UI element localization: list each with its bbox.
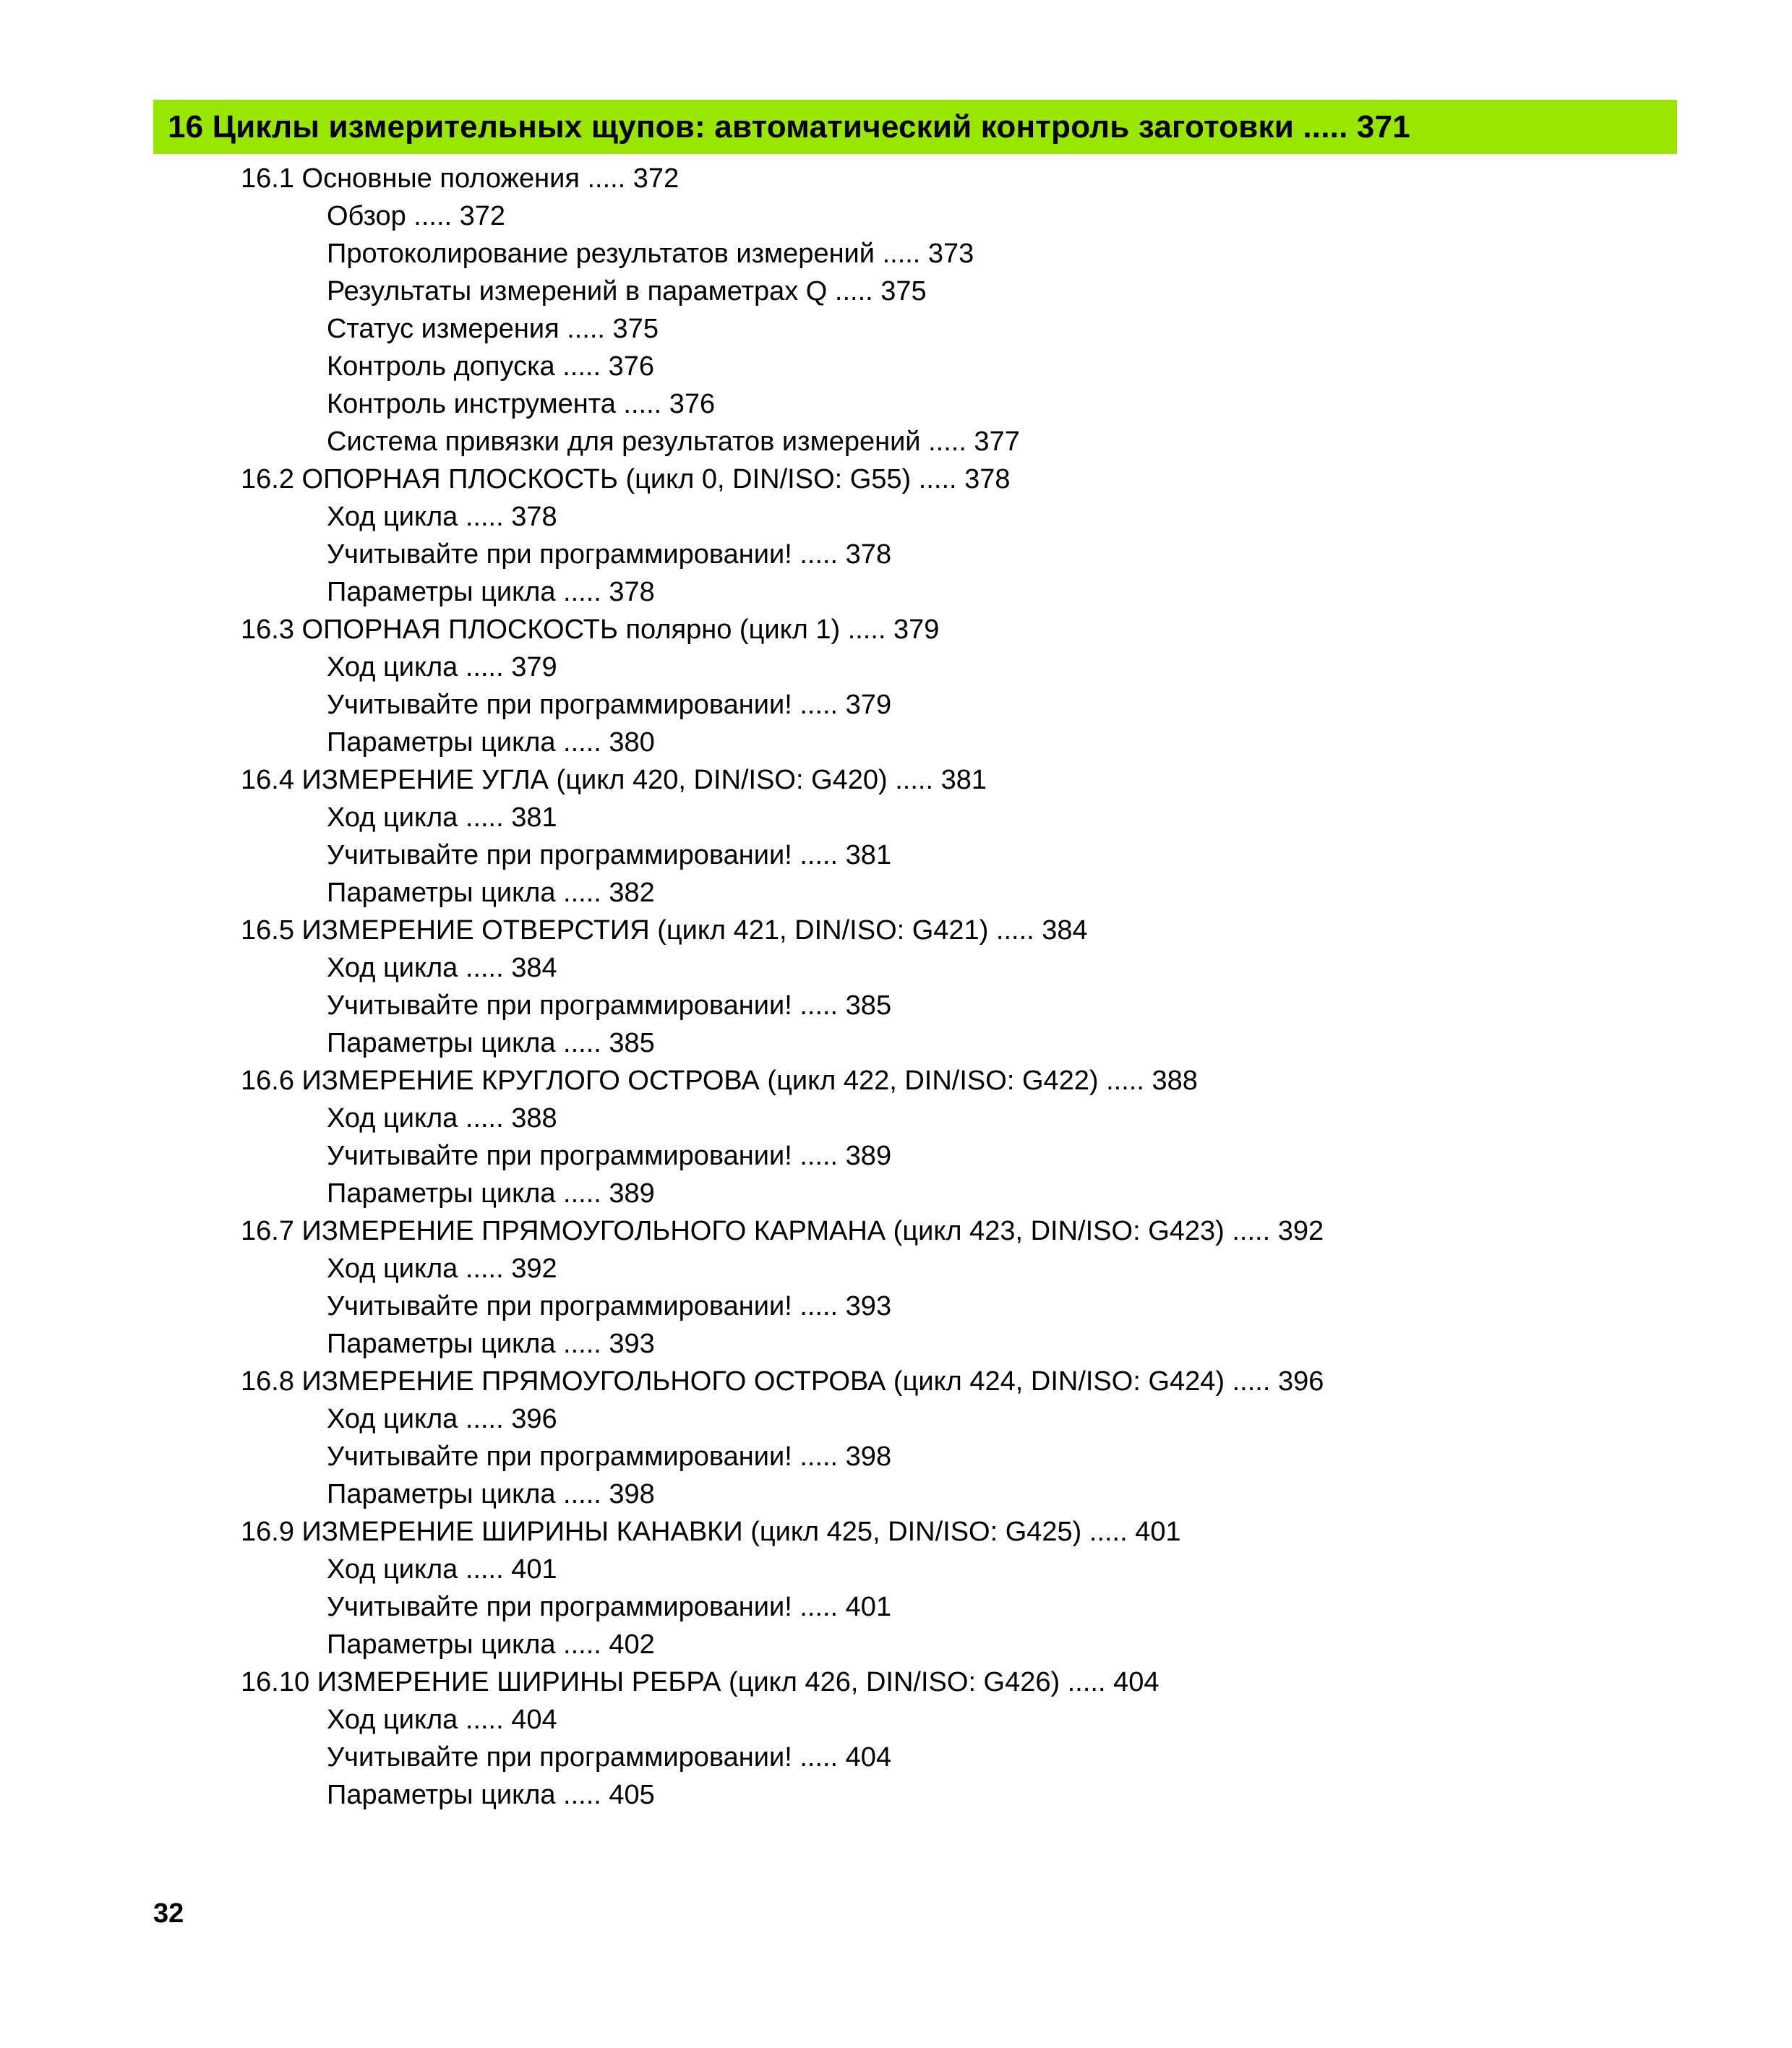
chapter-heading-bar [153, 100, 1677, 154]
toc-section-entry[interactable]: 16.6 ИЗМЕРЕНИЕ КРУГЛОГО ОСТРОВА (цикл 422, DIN/ISO: G422) ..... 388 [241, 1066, 1198, 1096]
toc-subsection-entry[interactable]: Ход цикла ..... 404 [327, 1705, 557, 1735]
toc-section-entry[interactable]: 16.7 ИЗМЕРЕНИЕ ПРЯМОУГОЛЬНОГО КАРМАНА (цикл 423, DIN/ISO: G423) ..... 392 [241, 1216, 1324, 1246]
toc-subsection-entry[interactable]: Ход цикла ..... 392 [327, 1254, 557, 1284]
toc-subsection-entry[interactable]: Контроль инструмента ..... 376 [327, 389, 716, 419]
toc-subsection-entry[interactable]: Учитывайте при программировании! ..... 385 [327, 990, 892, 1021]
toc-section-entry[interactable]: 16.2 ОПОРНАЯ ПЛОСКОСТЬ (цикл 0, DIN/ISO: G55) ..... 378 [241, 464, 1011, 494]
toc-subsection-entry[interactable]: Параметры цикла ..... 393 [327, 1329, 655, 1359]
toc-subsection-entry[interactable]: Протоколирование результатов измерений ..... 373 [327, 239, 974, 269]
toc-subsection-entry[interactable]: Ход цикла ..... 401 [327, 1554, 557, 1585]
toc-subsection-entry[interactable]: Учитывайте при программировании! ..... 381 [327, 840, 892, 870]
toc-subsection-entry[interactable]: Учитывайте при программировании! ..... 389 [327, 1141, 892, 1171]
toc-subsection-entry[interactable]: Параметры цикла ..... 385 [327, 1028, 655, 1058]
toc-section-entry[interactable]: 16.9 ИЗМЕРЕНИЕ ШИРИНЫ КАНАВКИ (цикл 425, DIN/ISO: G425) ..... 401 [241, 1517, 1181, 1547]
toc-subsection-entry[interactable]: Ход цикла ..... 379 [327, 652, 557, 682]
toc-subsection-entry[interactable]: Учитывайте при программировании! ..... 393 [327, 1291, 892, 1321]
table-of-contents [0, 160, 1792, 1814]
page-number: 32 [153, 1898, 184, 1929]
toc-subsection-entry[interactable]: Ход цикла ..... 378 [327, 502, 557, 532]
toc-subsection-entry[interactable]: Статус измерения ..... 375 [327, 314, 659, 344]
toc-subsection-entry[interactable]: Ход цикла ..... 396 [327, 1404, 557, 1434]
toc-subsection-entry[interactable]: Результаты измерений в параметрах Q ..... 375 [327, 276, 927, 307]
chapter-title[interactable]: 16 Циклы измерительных щупов: автоматический контроль заготовки ..... 371 [168, 108, 1410, 145]
toc-subsection-entry[interactable]: Учитывайте при программировании! ..... 401 [327, 1592, 892, 1622]
toc-section-entry[interactable]: 16.5 ИЗМЕРЕНИЕ ОТВЕРСТИЯ (цикл 421, DIN/ISO: G421) ..... 384 [241, 915, 1088, 946]
toc-subsection-entry[interactable]: Учитывайте при программировании! ..... 398 [327, 1441, 892, 1472]
toc-subsection-entry[interactable]: Параметры цикла ..... 380 [327, 727, 655, 758]
toc-subsection-entry[interactable]: Система привязки для результатов измерений ..... 377 [327, 427, 1020, 457]
toc-subsection-entry[interactable]: Параметры цикла ..... 402 [327, 1629, 655, 1660]
toc-section-entry[interactable]: 16.8 ИЗМЕРЕНИЕ ПРЯМОУГОЛЬНОГО ОСТРОВА (цикл 424, DIN/ISO: G424) ..... 396 [241, 1366, 1324, 1397]
toc-subsection-entry[interactable]: Параметры цикла ..... 389 [327, 1178, 655, 1209]
toc-subsection-entry[interactable]: Параметры цикла ..... 378 [327, 577, 655, 607]
toc-subsection-entry[interactable]: Ход цикла ..... 384 [327, 953, 557, 983]
toc-subsection-entry[interactable]: Обзор ..... 372 [327, 201, 506, 231]
toc-subsection-entry[interactable]: Параметры цикла ..... 405 [327, 1780, 655, 1810]
toc-subsection-entry[interactable]: Ход цикла ..... 388 [327, 1103, 557, 1134]
toc-section-entry[interactable]: 16.4 ИЗМЕРЕНИЕ УГЛА (цикл 420, DIN/ISO: G420) ..... 381 [241, 765, 987, 795]
toc-section-entry[interactable]: 16.1 Основные положения ..... 372 [241, 163, 679, 194]
toc-section-entry[interactable]: 16.10 ИЗМЕРЕНИЕ ШИРИНЫ РЕБРА (цикл 426, DIN/ISO: G426) ..... 404 [241, 1667, 1159, 1697]
toc-subsection-entry[interactable]: Учитывайте при программировании! ..... 378 [327, 539, 892, 570]
toc-section-entry[interactable]: 16.3 ОПОРНАЯ ПЛОСКОСТЬ полярно (цикл 1) ..... 379 [241, 614, 940, 645]
toc-subsection-entry[interactable]: Учитывайте при программировании! ..... 404 [327, 1742, 892, 1773]
toc-subsection-entry[interactable]: Ход цикла ..... 381 [327, 802, 557, 833]
toc-subsection-entry[interactable]: Контроль допуска ..... 376 [327, 351, 654, 382]
toc-subsection-entry[interactable]: Параметры цикла ..... 398 [327, 1479, 655, 1509]
toc-subsection-entry[interactable]: Параметры цикла ..... 382 [327, 878, 655, 908]
toc-subsection-entry[interactable]: Учитывайте при программировании! ..... 379 [327, 690, 892, 720]
